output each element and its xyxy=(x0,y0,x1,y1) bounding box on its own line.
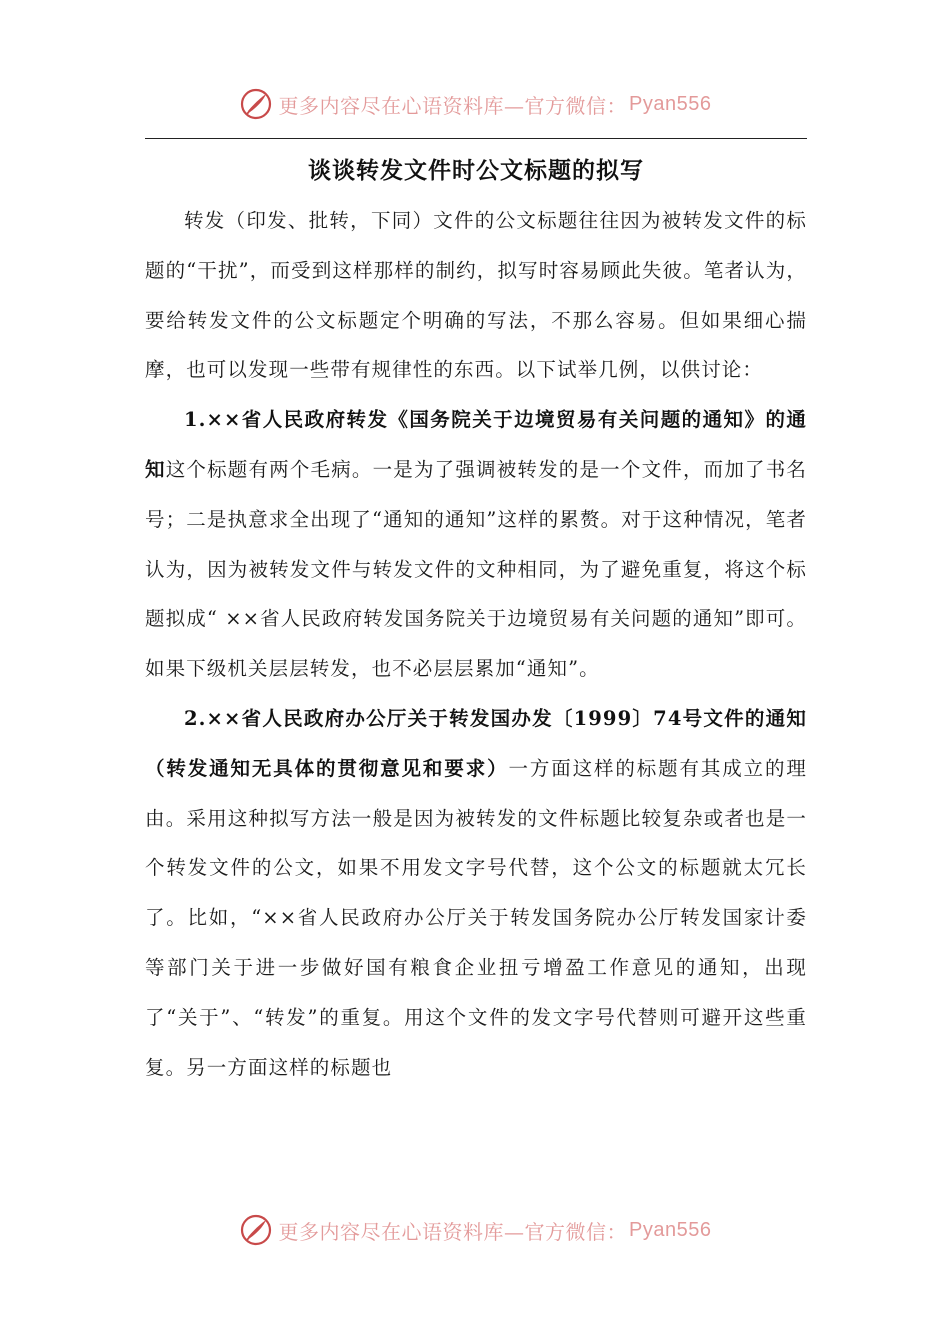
page-title: 谈谈转发文件时公文标题的拟写 xyxy=(308,157,644,184)
example-1-paragraph xyxy=(145,395,807,694)
watermark-text: 更多内容尽在心语资料库—官方微信： xyxy=(278,93,628,118)
quill-logo-icon xyxy=(239,87,273,121)
header-rule xyxy=(145,138,807,139)
example-1-body: 这个标题有两个毛病。一是为了强调被转发的是一个文件，而加了书名号；二是执意求全出现了“通知的通知”这样的累赘。对于这种情况，笔者认为，因为被转发文件与转发文件的文种相同，为了避免重复，将这个标题拟成“ ××省人民政府转发国务院关于边境贸易有关问题的通知”即可。如果下级机关层层转发，也不必层层累加“通知”。 xyxy=(145,457,807,681)
intro-paragraph: 转发（印发、批转，下同）文件的公文标题往往因为被转发文件的标题的“干扰”，而受到这样那样的制约，拟写时容易顾此失彼。笔者认为，要给转发文件的公文标题定个明确的写法，不那么容易。但如果细心揣摩，也可以发现一些带有规律性的东西。以下试举几例，以供讨论： xyxy=(145,209,807,382)
example-2-heading: 2.××省人民政府办公厅关于转发国办发〔1999〕74号文件的通知（转发通知无具体的贯彻意见和要求） xyxy=(145,706,807,780)
watermark-banner-top xyxy=(0,80,950,128)
watermark-wechat-id: Pyan556 xyxy=(629,1218,712,1241)
watermark-wechat-id: Pyan556 xyxy=(629,92,712,115)
example-2-body: 一方面这样的标题有其成立的理由。采用这种拟写方法一般是因为被转发的文件标题比较复杂或者也是一个转发文件的公文，如果不用发文字号代替，这个公文的标题就太冗长了。比如，“××省人民政府办公厅关于转发国务院办公厅转发国家计委等部门关于进一步做好国有粮食企业扭亏增盈工作意见的通知，出现了“关于”、“转发”的重复。用这个文件的发文字号代替则可避开这些重复。另一方面这样的标题也 xyxy=(145,756,808,1079)
quill-logo-icon xyxy=(239,1213,273,1247)
watermark-banner-bottom xyxy=(0,1206,950,1254)
document-body xyxy=(145,196,807,1092)
watermark-text: 更多内容尽在心语资料库—官方微信： xyxy=(278,1219,628,1244)
example-2-paragraph xyxy=(145,694,807,1092)
example-1-heading: 1.××省人民政府转发《国务院关于边境贸易有关问题的通知》的通知 xyxy=(145,408,807,481)
